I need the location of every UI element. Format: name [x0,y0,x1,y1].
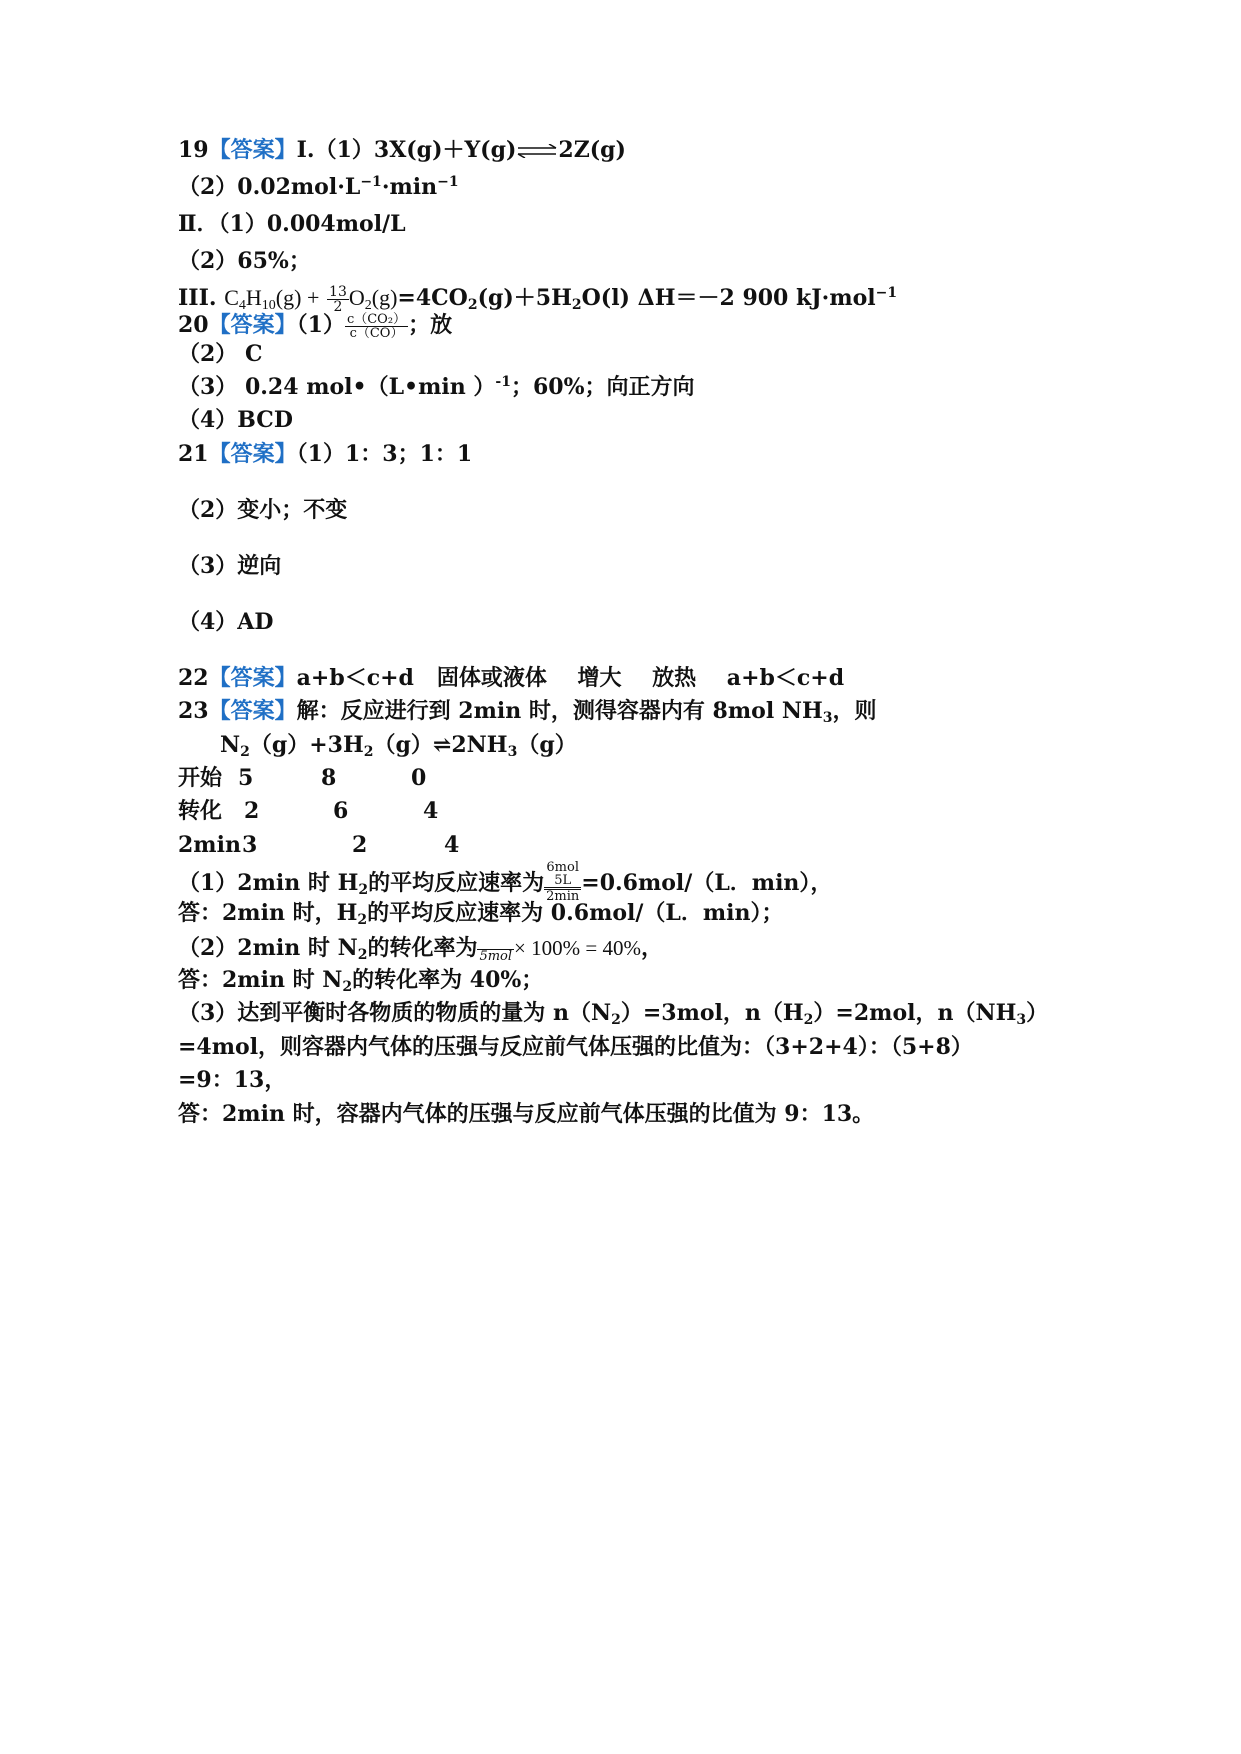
o-symbol: O [348,285,365,310]
s2-result: × 100% = 40% [514,936,641,960]
eq-h2-sub: 2 [363,744,374,760]
h2o-sub: 2 [571,297,582,313]
row-label: 开始 [178,765,223,791]
q20-answer-tag: 【答案】 [208,312,297,338]
s3-b: ）=3mol，n（H [620,1000,804,1026]
q19-part-i: Ⅰ.（1）3X(g)＋Y(g) [296,137,517,163]
s2-text2: 的转化率为 [367,935,478,961]
s1-frac-top: 6mol [546,860,579,875]
s2-frac-num: 2mol [479,934,513,950]
q19-rate-exp2: −1 [437,174,459,190]
q19-line4 [178,247,311,275]
a1-text2: 的平均反应速率为 0.6mol/（L．min）； [367,900,784,926]
h-sub: 10 [261,298,276,313]
s3-c: ）=2mol，n（NH [813,1000,1017,1026]
s3-sub2: 2 [803,1012,814,1028]
q20-number: 20 [178,312,209,338]
q23-answer2 [178,966,543,994]
q20-line4 [178,406,293,434]
q23-intro-end: ，则 [832,698,877,724]
q20-line2 [178,340,262,368]
q23-step3-line2 [178,1033,973,1061]
frac-num: 13 [329,283,347,300]
q23-answer-tag: 【答案】 [208,698,297,724]
a1-sub: 2 [357,912,368,928]
q23-number: 23 [178,698,209,724]
h-symbol: H [245,285,262,310]
q20-part1-after: ；放 [408,312,453,338]
eq-nh3: （g）⇌2NH [373,732,508,758]
q23-line1 [178,697,877,725]
s3-line3: =9：13， [178,1067,287,1093]
k-den: c（CO） [349,325,404,341]
q22-text: a+b＜c+d 固体或液体 增大 放热 a+b＜c+d [296,665,845,691]
q20-part3-exp: -1 [495,374,511,390]
q19-rate-unit: ·min [381,174,438,200]
q20-line1 [178,305,452,345]
o-sub: 2 [364,298,372,313]
g-plus: (g) + [275,285,320,310]
s1-frac-mid: 5L [544,874,581,888]
q21-line4 [178,608,273,636]
cell-nh3: 0 [411,765,427,791]
s2-comma: ， [640,935,663,961]
q20-part3-rest: ；60%；向正方向 [510,374,695,400]
q21-answer-tag: 【答案】 [208,441,297,467]
s1-frac-den: 2min [546,889,580,904]
q23-answer3 [178,1100,874,1128]
q23-step3-line3 [178,1066,286,1094]
a2-sub: 2 [342,979,353,995]
c-sub: 4 [238,298,246,313]
q23-intro: 解：反应进行到 2min 时，测得容器内有 8mol NH [296,698,823,724]
q20-k-expression [345,313,408,340]
s1-fraction [544,861,581,903]
q23-intro-sub: 3 [822,710,833,726]
q23-step3-line1 [178,999,1048,1027]
cell-n2: 2 [244,798,260,824]
eq-n2: N [220,732,241,758]
cell-h2: 6 [333,798,349,824]
q20-part4: （4）BCD [178,407,293,433]
q19-iii-dh: O(l) ΔH＝－2 900 kJ·mol [581,285,876,311]
s3-d: ） [1026,1000,1049,1026]
a3-text: 答：2min 时，容器内气体的压强与反应前气体压强的比值为 9：13。 [178,1101,875,1127]
eq-nh3-sub: 3 [507,744,518,760]
q19-line3 [178,210,406,238]
cell-nh3: 4 [444,832,460,858]
equilibrium-arrow-icon [516,144,558,158]
q19-rate-value: （2）0.02mol·L [178,174,361,200]
q23-equation [220,731,577,759]
s2-sub: 2 [357,947,368,963]
q20-part1: （1） [296,312,345,338]
q19-product: 2Z(g) [558,137,626,163]
q21-line1 [178,440,472,468]
s1-result: =0.6mol/（L．min）， [581,870,833,896]
q22-line [178,664,844,692]
k-num: c（CO₂） [346,311,407,327]
s3-sub1: 2 [611,1012,621,1028]
q19-answer-tag: 【答案】 [208,137,297,163]
q22-number: 22 [178,665,209,691]
q21-line3 [178,552,281,580]
q21-part1: （1）1：3；1：1 [296,441,473,467]
s2-frac-den: 5mol [479,948,513,964]
cell-nh3: 4 [423,798,439,824]
cell-h2: 2 [352,832,368,858]
q21-number: 21 [178,441,209,467]
q20-part3: （3） 0.24 mol•（L•min ） [178,374,496,400]
a2-text: 答：2min 时 N [178,967,343,993]
q22-answer-tag: 【答案】 [208,665,297,691]
s1-text2: 的平均反应速率为 [368,870,545,896]
s1-text: （1）2min 时 H [178,870,359,896]
a2-text2: 的转化率为 40%； [352,967,544,993]
q21-part3: （3）逆向 [178,553,282,579]
q19-line1 [178,136,626,164]
q20-line3 [178,373,695,401]
co2-sub: 2 [467,297,478,313]
q21-part4: （4）AD [178,609,274,635]
cell-h2: 8 [321,765,337,791]
q20-part2: （2） C [178,341,263,367]
s3-line2: =4mol，则容器内气体的压强与反应前气体压强的比值为：（3+2+4）：（5+8） [178,1034,973,1060]
q21-part2: （2）变小；不变 [178,497,348,523]
q23-step2 [178,930,663,966]
s2-text: （2）2min 时 N [178,935,358,961]
s3-sub3: 3 [1016,1012,1027,1028]
cell-n2: 3 [242,832,258,858]
eq-n2-sub: 2 [240,744,250,760]
q19-part-ii-2: （2）65%； [178,248,311,274]
q19-number: 19 [178,137,209,163]
q19-line2 [178,173,459,201]
q19-iii-h2o: (g)＋5H [477,285,572,311]
eq-h2: （g）+3H [249,732,364,758]
q23-answer1 [178,899,784,927]
a1-text: 答：2min 时，H [178,900,358,926]
s3-a: （3）达到平衡时各物质的物质的量为 n（N [178,1000,612,1026]
s1-sub: 2 [358,882,369,898]
q19-part-iii-label: III. [178,285,217,311]
q21-line2 [178,496,347,524]
o-state: (g) [371,285,398,310]
dh-exp: −1 [875,285,898,301]
q19-rate-exp1: −1 [360,174,382,190]
frac-den: 2 [333,298,343,315]
cell-n2: 5 [238,765,254,791]
q19-part-ii: Ⅱ．（1）0.004mol/L [178,211,406,237]
row-label: 转化 [178,798,223,824]
c-symbol: C [224,285,239,310]
s2-fraction [477,936,514,963]
row-label: 2min [178,832,241,858]
q19-iii-co2: =4CO [397,285,468,311]
eq-state: （g） [517,732,577,758]
